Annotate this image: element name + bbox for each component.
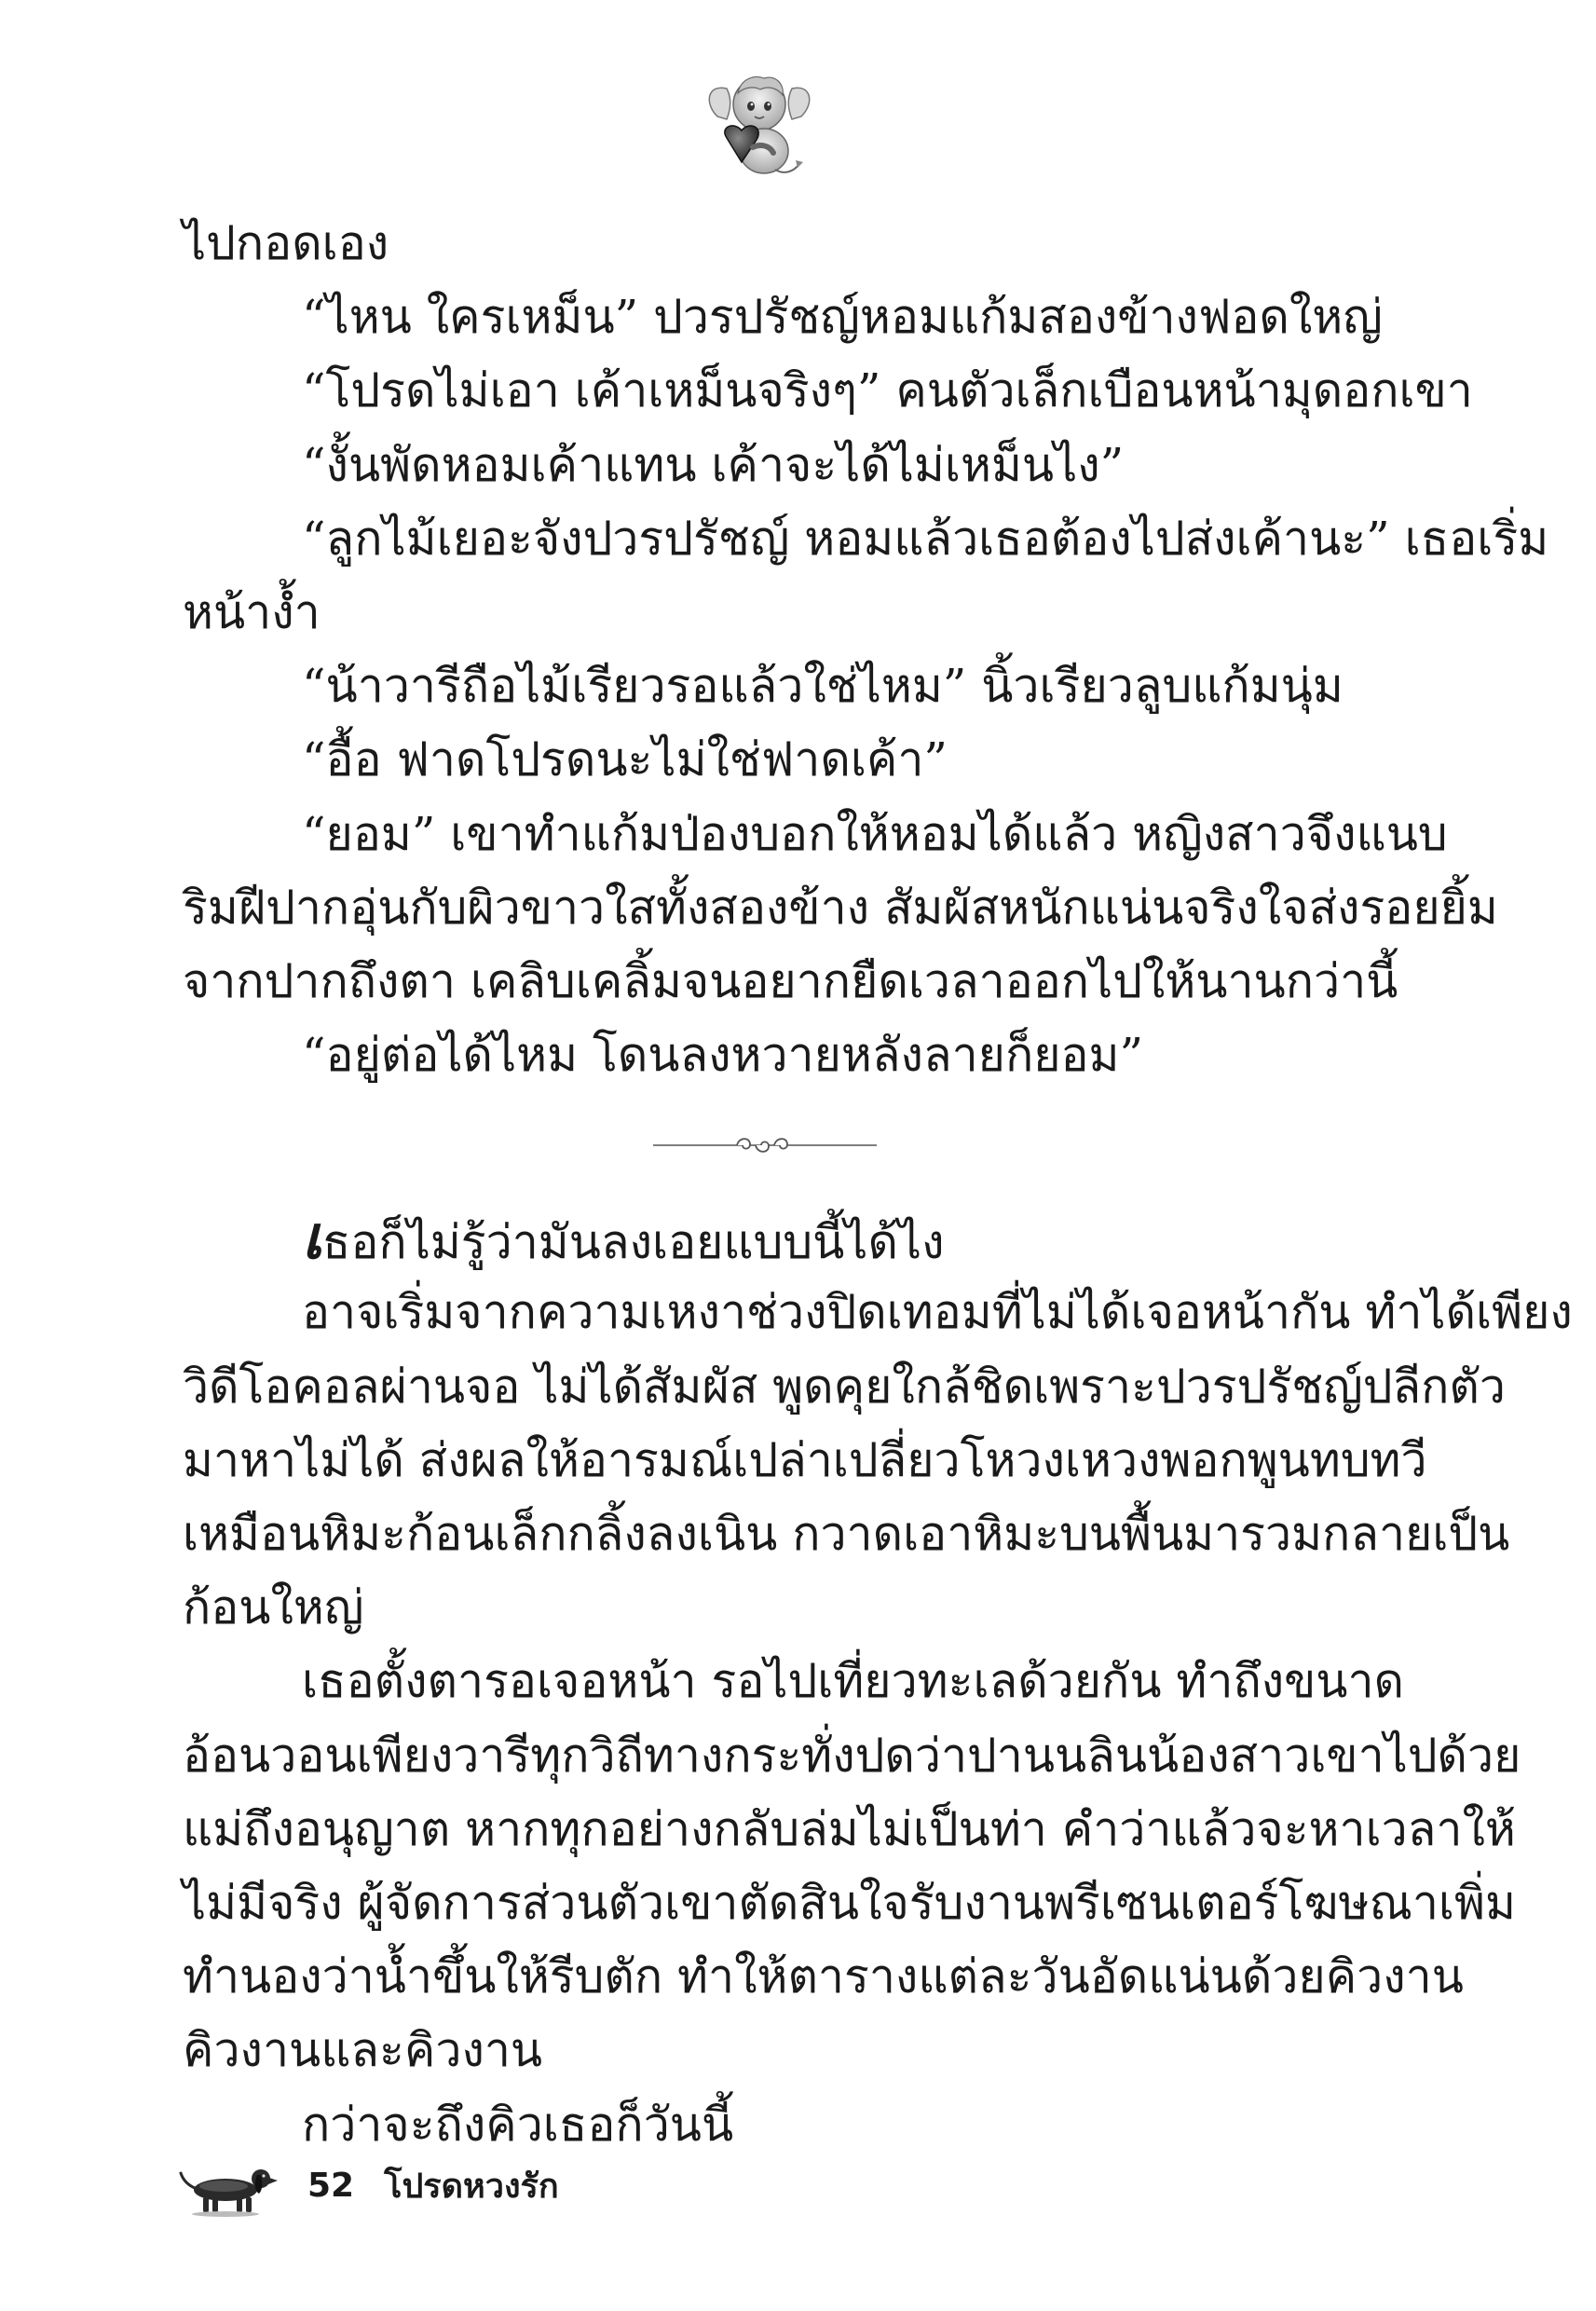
page-footer	[179, 2143, 559, 2227]
paragraph-line: มาหาไม่ได้ ส่งผลให้อารมณ์เปล่าเปลี่ยวโหวงเหวงพอกพูนทบทวี	[183, 1432, 1427, 1487]
paragraph-line: วิดีโอคอลผ่านจอ ไม่ได้สัมผัส พูดคุยใกล้ชิดเพราะปวรปรัชญ์ปลีกตัว	[183, 1359, 1506, 1414]
paragraph-line: จากปากถึงตา เคลิบเคลิ้มจนอยากยืดเวลาออกไปให้นานกว่านี้	[183, 953, 1398, 1008]
paragraph-line: แม่ถึงอนุญาต หากทุกอย่างกลับล่มไม่เป็นท่า คำว่าแล้วจะหาเวลาให้	[183, 1801, 1516, 1856]
paragraph-line: เธอตั้งตารอเจอหน้า รอไปเที่ยวทะเลด้วยกัน ทำถึงขนาด	[302, 1654, 1405, 1709]
cherub-heart-icon	[699, 65, 820, 186]
paragraph-line: อ้อนวอนเพียงวารีทุกวิถีทางกระทั่งปดว่าปานนลินน้องสาวเขาไปด้วย	[183, 1728, 1521, 1783]
dachshund-icon	[179, 2153, 281, 2218]
paragraph-line: ก้อนใหญ่	[183, 1580, 364, 1635]
paragraph-line: ริมฝีปากอุ่นกับผิวขาวใสทั้งสองข้าง สัมผัสหนักแน่นจริงใจส่งรอยยิ้ม	[183, 880, 1498, 935]
paragraph-line: กว่าจะถึงคิวเธอก็วันนี้	[302, 2097, 734, 2152]
opening-text: ธอก็ไม่รู้ว่ามันลงเอยแบบนี้ได้ไง	[321, 1215, 945, 1270]
paragraph-line: คิวงานและคิวงาน	[183, 2023, 543, 2078]
paragraph-line: “อยู่ต่อได้ไหม โดนลงหวายหลังลายก็ยอม”	[302, 1028, 1144, 1083]
dropcap: เ	[302, 1204, 322, 1274]
section-divider	[183, 1092, 1334, 1202]
paragraph-line: “ยอม” เขาทำแก้มป่องบอกให้หอมได้แล้ว หญิงสาวจึงแนบ	[302, 806, 1448, 861]
paragraph-line: อาจเริ่มจากความเหงาช่วงปิดเทอมที่ไม่ได้เจอหน้ากัน ทำได้เพียง	[302, 1285, 1573, 1340]
paragraph-line: “งั้นพัดหอมเค้าแทน เค้าจะได้ไม่เหม็นไง”	[302, 437, 1125, 492]
book-title: โปรดหวงรัก	[384, 2167, 559, 2206]
page-number: 52	[307, 2166, 355, 2205]
paragraph-line: ไม่มีจริง ผู้จัดการส่วนตัวเขาตัดสินใจรับงานพรีเซนเตอร์โฆษณาเพิ่ม	[183, 1875, 1516, 1930]
paragraph-line: เหมือนหิมะก้อนเล็กกลิ้งลงเนิน กวาดเอาหิมะบนพื้นมารวมกลายเป็น	[183, 1507, 1510, 1561]
paragraph-line: “อื้อ ฟาดโปรดนะไม่ใช่ฟาดเค้า”	[302, 732, 948, 787]
body-text	[183, 207, 1573, 2162]
paragraph-line: ทำนองว่าน้ำขึ้นให้รีบตัก ทำให้ตารางแต่ละวันอัดแน่นด้วยคิวงาน	[183, 1949, 1464, 2004]
paragraph-line: “ลูกไม้เยอะจังปวรปรัชญ์ หอมแล้วเธอต้องไปส่งเค้านะ” เธอเริ่ม	[302, 511, 1549, 566]
scroll-ornament-divider-icon	[653, 1131, 877, 1159]
paragraph-line: “ไหน ใครเหม็น” ปวรปรัชญ์หอมแก้มสองข้างฟอดใหญ่	[302, 290, 1383, 345]
paragraph-line: “โปรดไม่เอา เค้าเหม็นจริงๆ” คนตัวเล็กเบือนหน้ามุดอกเขา	[302, 363, 1473, 418]
chapter-opening-line	[183, 1202, 1334, 1276]
paragraph-line: “น้าวารีถือไม้เรียวรอแล้วใช่ไหม” นิ้วเรียวลูบแก้มนุ่ม	[302, 659, 1344, 714]
paragraph-line: หน้างํ้า	[183, 584, 321, 639]
paragraph-line: ไปกอดเอง	[183, 216, 389, 270]
